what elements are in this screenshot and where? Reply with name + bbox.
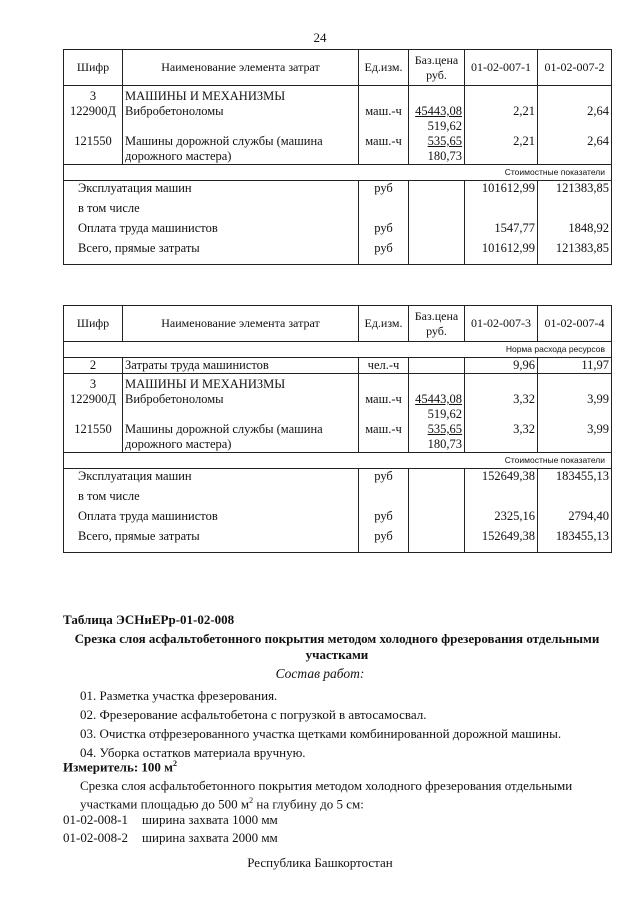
- item-name: Машины дорожной службы (машина дорожного мастера): [123, 422, 359, 453]
- section-number: 3: [64, 374, 123, 393]
- table-row: [64, 422, 612, 453]
- description: Срезка слоя асфальтобетонного покрытия методом холодного фрезерования отдельными участками площадью до 500 $м^2$ на глубину до 5 см:: [80, 778, 573, 812]
- summary-value-b: 121383,85: [538, 241, 612, 265]
- header-unit: Ед.изм.: [359, 50, 409, 86]
- item-unit: маш.-ч: [359, 392, 409, 422]
- summary-value-b: 2794,40: [538, 509, 612, 529]
- summary-unit: руб: [359, 241, 409, 265]
- item-unit: маш.-ч: [359, 134, 409, 165]
- operation-item: 02. Фрезерование асфальтобетона с погрузкой в автосамосвал.: [80, 707, 427, 722]
- summary-value-a: 101612,99: [465, 181, 538, 201]
- summary-unit: руб: [359, 509, 409, 529]
- table-row: [64, 392, 612, 422]
- operation-item: 01. Разметка участка фрезерования.: [80, 688, 278, 703]
- item-name: Машины дорожной службы (машина дорожного мастера): [123, 134, 359, 165]
- header-col-b: 01-02-007-4: [538, 306, 612, 342]
- operation-item: 03. Очистка отфрезерованного участка щетками комбинированной дорожной машины.: [80, 726, 562, 741]
- item-unit: маш.-ч: [359, 104, 409, 134]
- summary-name: Всего, прямые затраты: [64, 529, 359, 553]
- summary-value-a: 2325,16: [465, 509, 538, 529]
- resource-table-2: [63, 305, 612, 553]
- header-name: Наименование элемента затрат: [123, 50, 359, 86]
- table-row: [64, 374, 612, 393]
- resource-table-1: [63, 49, 612, 265]
- item-value-a: 3,32: [465, 422, 538, 453]
- section-number: 3: [64, 86, 123, 105]
- table-row: [64, 134, 612, 165]
- header-price: Баз.цена руб.: [409, 50, 465, 86]
- header-col-a: 01-02-007-1: [465, 50, 538, 86]
- item-price: 535,65 180,73: [409, 422, 465, 453]
- header-price: Баз.цена руб.: [409, 306, 465, 342]
- summary-name: Оплата труда машинистов: [64, 221, 359, 241]
- summary-row: [64, 489, 612, 509]
- summary-name: в том числе: [64, 489, 359, 509]
- header-unit: Ед.изм.: [359, 306, 409, 342]
- page-number: 24: [313, 30, 327, 45]
- summary-unit: руб: [359, 529, 409, 553]
- summary-name: Эксплуатация машин: [64, 181, 359, 201]
- header-name: Наименование элемента затрат: [123, 306, 359, 342]
- variant-code: 01-02-008-2: [63, 830, 128, 845]
- header-code: Шифр: [64, 306, 123, 342]
- labor-unit: чел.-ч: [359, 358, 409, 374]
- item-value-b: 3,99: [538, 422, 612, 453]
- summary-value-b: 183455,13: [538, 469, 612, 489]
- labor-value-a: 9,96: [465, 358, 538, 374]
- summary-value-a: 101612,99: [465, 241, 538, 265]
- item-price: 535,65 180,73: [409, 134, 465, 165]
- item-value-a: 3,32: [465, 392, 538, 422]
- item-value-b: 2,64: [538, 104, 612, 134]
- section-title: МАШИНЫ И МЕХАНИЗМЫ: [123, 86, 359, 105]
- summary-value-b: 1848,92: [538, 221, 612, 241]
- item-unit: маш.-ч: [359, 422, 409, 453]
- item-price: 45443,08 519,62: [409, 392, 465, 422]
- labor-name: Затраты труда машинистов: [123, 358, 359, 374]
- item-code: 122900Д: [64, 392, 123, 422]
- summary-name: Эксплуатация машин: [64, 469, 359, 489]
- item-name: Вибробетоноломы: [123, 104, 359, 134]
- operations-list: [80, 686, 561, 762]
- summary-name: Всего, прямые затраты: [64, 241, 359, 265]
- summary-value-a: 1547,77: [465, 221, 538, 241]
- cost-indicators-label: Стоимостные показатели: [64, 165, 612, 181]
- section-label-row: [64, 165, 612, 181]
- summary-row: [64, 201, 612, 221]
- work-composition-heading: Состав работ:: [275, 666, 365, 681]
- table-row: [64, 86, 612, 105]
- variant-row: [63, 812, 278, 828]
- table-header-row: [64, 50, 612, 86]
- section-label-row: [64, 453, 612, 469]
- header-col-a: 01-02-007-3: [465, 306, 538, 342]
- summary-value-b: 121383,85: [538, 181, 612, 201]
- item-value-a: 2,21: [465, 104, 538, 134]
- summary-name: в том числе: [64, 201, 359, 221]
- labor-code: 2: [64, 358, 123, 374]
- item-price: 45443,08 519,62: [409, 104, 465, 134]
- header-col-b: 01-02-007-2: [538, 50, 612, 86]
- summary-row: [64, 241, 612, 265]
- table-header-row: [64, 306, 612, 342]
- summary-row: [64, 469, 612, 489]
- section-title: МАШИНЫ И МЕХАНИЗМЫ: [123, 374, 359, 393]
- summary-value-a: 152649,38: [465, 529, 538, 553]
- variant-code: 01-02-008-1: [63, 812, 128, 827]
- item-name: Вибробетоноломы: [123, 392, 359, 422]
- variant-row: [63, 830, 278, 846]
- table-row: [64, 104, 612, 134]
- summary-value-a: 152649,38: [465, 469, 538, 489]
- item-value-b: 2,64: [538, 134, 612, 165]
- resource-norm-label: Норма расхода ресурсов: [64, 342, 612, 358]
- summary-row: [64, 221, 612, 241]
- summary-unit: руб: [359, 469, 409, 489]
- header-code: Шифр: [64, 50, 123, 86]
- item-code: 122900Д: [64, 104, 123, 134]
- summary-name: Оплата труда машинистов: [64, 509, 359, 529]
- summary-unit: руб: [359, 181, 409, 201]
- operation-item: 04. Уборка остатков материала вручную.: [80, 745, 306, 760]
- summary-row: [64, 181, 612, 201]
- table-row: [64, 358, 612, 374]
- summary-row: [64, 529, 612, 553]
- footer-region: Республика Башкортостан: [247, 855, 393, 870]
- table-subtitle: Срезка слоя асфальтобетонного покрытия методом холодного фрезерования отдельными участками: [74, 631, 600, 662]
- summary-row: [64, 509, 612, 529]
- item-code: 121550: [64, 134, 123, 165]
- variant-text: ширина захвата 2000 мм: [142, 830, 278, 845]
- table-title: Таблица ЭСНиЕРр-01-02-008: [63, 612, 235, 627]
- cost-indicators-label: Стоимостные показатели: [64, 453, 612, 469]
- summary-value-b: 183455,13: [538, 529, 612, 553]
- section-label-row: [64, 342, 612, 358]
- item-value-a: 2,21: [465, 134, 538, 165]
- measurer: Измеритель: 100 $м^2$: [63, 759, 178, 775]
- item-value-b: 3,99: [538, 392, 612, 422]
- variant-text: ширина захвата 1000 мм: [142, 812, 278, 827]
- item-code: 121550: [64, 422, 123, 453]
- summary-unit: руб: [359, 221, 409, 241]
- labor-value-b: 11,97: [538, 358, 612, 374]
